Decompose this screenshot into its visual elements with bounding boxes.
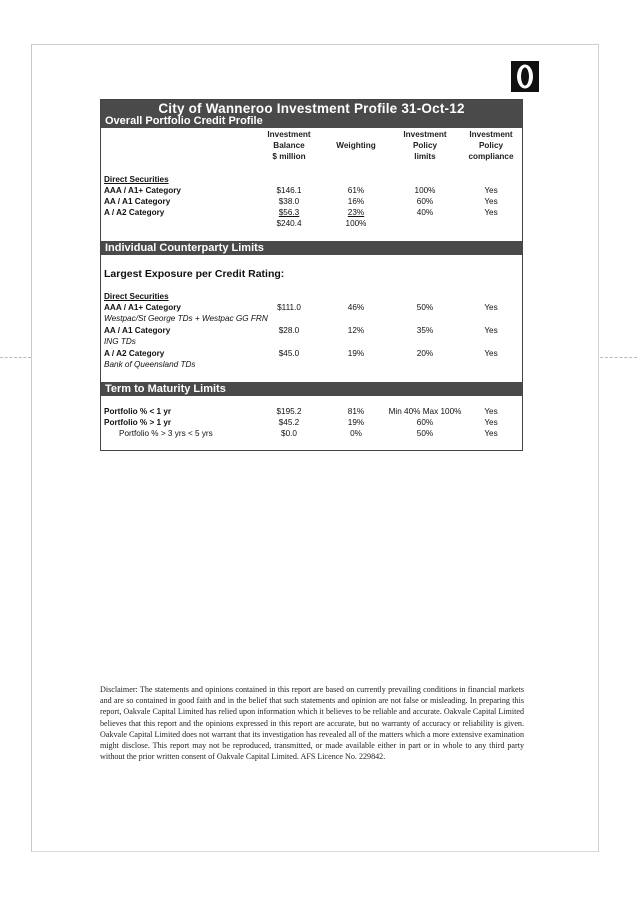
maturity-section-bar (101, 382, 522, 396)
counterparty-heading: Largest Exposure per Credit Rating: (104, 268, 285, 280)
counterparty-row-label: AAA / A1+ Category (104, 303, 181, 312)
counterparty-row-compliance: Yes (484, 326, 498, 335)
maturity-row-label: Portfolio % > 3 yrs < 5 yrs (119, 429, 213, 438)
overall-row-compliance: Yes (484, 186, 498, 195)
maturity-row-balance: $45.2 (278, 418, 300, 427)
overall-row-weight: 16% (347, 197, 365, 206)
counterparty-row-label: AA / A1 Category (104, 326, 171, 335)
header-compliance-3: compliance (468, 152, 514, 161)
header-policy-limits-1: Investment (403, 130, 447, 139)
counterparty-row-note: Bank of Queensland TDs (104, 360, 196, 369)
overall-total-weight: 100% (345, 219, 367, 228)
maturity-row-weight: 81% (347, 407, 365, 416)
crop-mark-left (0, 357, 31, 358)
oakvale-logo-icon (511, 61, 539, 92)
counterparty-row-balance: $28.0 (278, 326, 300, 335)
maturity-row-compliance: Yes (484, 429, 498, 438)
maturity-row-limit: 50% (416, 429, 434, 438)
counterparty-row-limit: 35% (416, 326, 434, 335)
overall-row-weight: 61% (347, 186, 365, 195)
header-balance-1: Investment (267, 130, 311, 139)
report-title: City of Wanneroo Investment Profile 31-Oct-12 (158, 101, 465, 116)
overall-row-balance: $146.1 (276, 186, 302, 195)
maturity-section-title: Term to Maturity Limits (105, 383, 226, 395)
overall-row-label: A / A2 Category (104, 208, 165, 217)
header-policy-limits-3: limits (414, 152, 436, 161)
counterparty-row-balance: $45.0 (278, 349, 300, 358)
investment-profile-report (100, 99, 523, 451)
overall-row-label: AA / A1 Category (104, 197, 171, 206)
counterparty-row-limit: 50% (416, 303, 434, 312)
maturity-row-limit: Min 40% Max 100% (388, 407, 462, 416)
header-balance-2: Balance (273, 141, 305, 150)
counterparty-row-note: ING TDs (104, 337, 136, 346)
overall-row-limit: 100% (414, 186, 436, 195)
counterparty-row-weight: 46% (347, 303, 365, 312)
counterparty-section-title: Individual Counterparty Limits (105, 242, 264, 254)
overall-group-label: Direct Securities (104, 175, 169, 184)
header-compliance-1: Investment (469, 130, 513, 139)
counterparty-row-limit: 20% (416, 349, 434, 358)
report-subtitle: Overall Portfolio Credit Profile (105, 115, 263, 127)
header-compliance-2: Policy (478, 141, 504, 150)
report-title-bar (101, 100, 522, 128)
overall-row-balance: $38.0 (278, 197, 300, 206)
counterparty-section-bar (101, 241, 522, 255)
counterparty-group-label: Direct Securities (104, 292, 169, 301)
overall-row-compliance: Yes (484, 197, 498, 206)
overall-total-balance: $240.4 (276, 219, 302, 228)
overall-row-compliance: Yes (484, 208, 498, 217)
counterparty-row-note: Westpac/St George TDs + Westpac GG FRN (104, 314, 268, 323)
counterparty-row-weight: 19% (347, 349, 365, 358)
overall-row-label: AAA / A1+ Category (104, 186, 181, 195)
header-weighting: Weighting (336, 141, 376, 150)
overall-row-balance: $56.3 (278, 208, 300, 217)
maturity-row-label: Portfolio % > 1 yr (104, 418, 172, 427)
maturity-row-label: Portfolio % < 1 yr (104, 407, 172, 416)
counterparty-row-compliance: Yes (484, 303, 498, 312)
disclaimer-text: Disclaimer: The statements and opinions contained in this report are based on currently prevailing conditions in financial markets and are so contained in good faith and in the belief that such statements and opinion are not false or misleading. In preparing this report, Oakvale Capital Limited has relied upon information which it believes to be reliable and accurate. Oakvale Capital Limited believes that this report and the opinions expressed in this report are accurate, but no warranty of accuracy or reliability is given. Oakvale Capital Limited does not warrant that its investigation has revealed all of the matters which a more extensive examination might disclose. This report may not be reproduced, transmitted, or made available either in part or in whole to any third party without the prior written consent of Oakvale Capital Limited. AFS Licence No. 229842. (100, 685, 524, 762)
counterparty-row-balance: $111.0 (277, 303, 301, 312)
maturity-row-balance: $0.0 (281, 429, 297, 438)
overall-row-weight: 23% (347, 208, 365, 217)
counterparty-row-compliance: Yes (484, 349, 498, 358)
overall-row-limit: 60% (416, 197, 434, 206)
maturity-row-compliance: Yes (484, 418, 498, 427)
crop-mark-right (600, 357, 637, 358)
maturity-row-weight: 19% (347, 418, 365, 427)
maturity-row-balance: $195.2 (276, 407, 302, 416)
maturity-row-weight: 0% (350, 429, 362, 438)
counterparty-row-weight: 12% (347, 326, 365, 335)
overall-row-limit: 40% (416, 208, 434, 217)
maturity-row-limit: 60% (416, 418, 434, 427)
header-policy-limits-2: Policy (412, 141, 438, 150)
maturity-row-compliance: Yes (484, 407, 498, 416)
counterparty-row-label: A / A2 Category (104, 349, 165, 358)
header-balance-3: $ million (272, 152, 306, 161)
